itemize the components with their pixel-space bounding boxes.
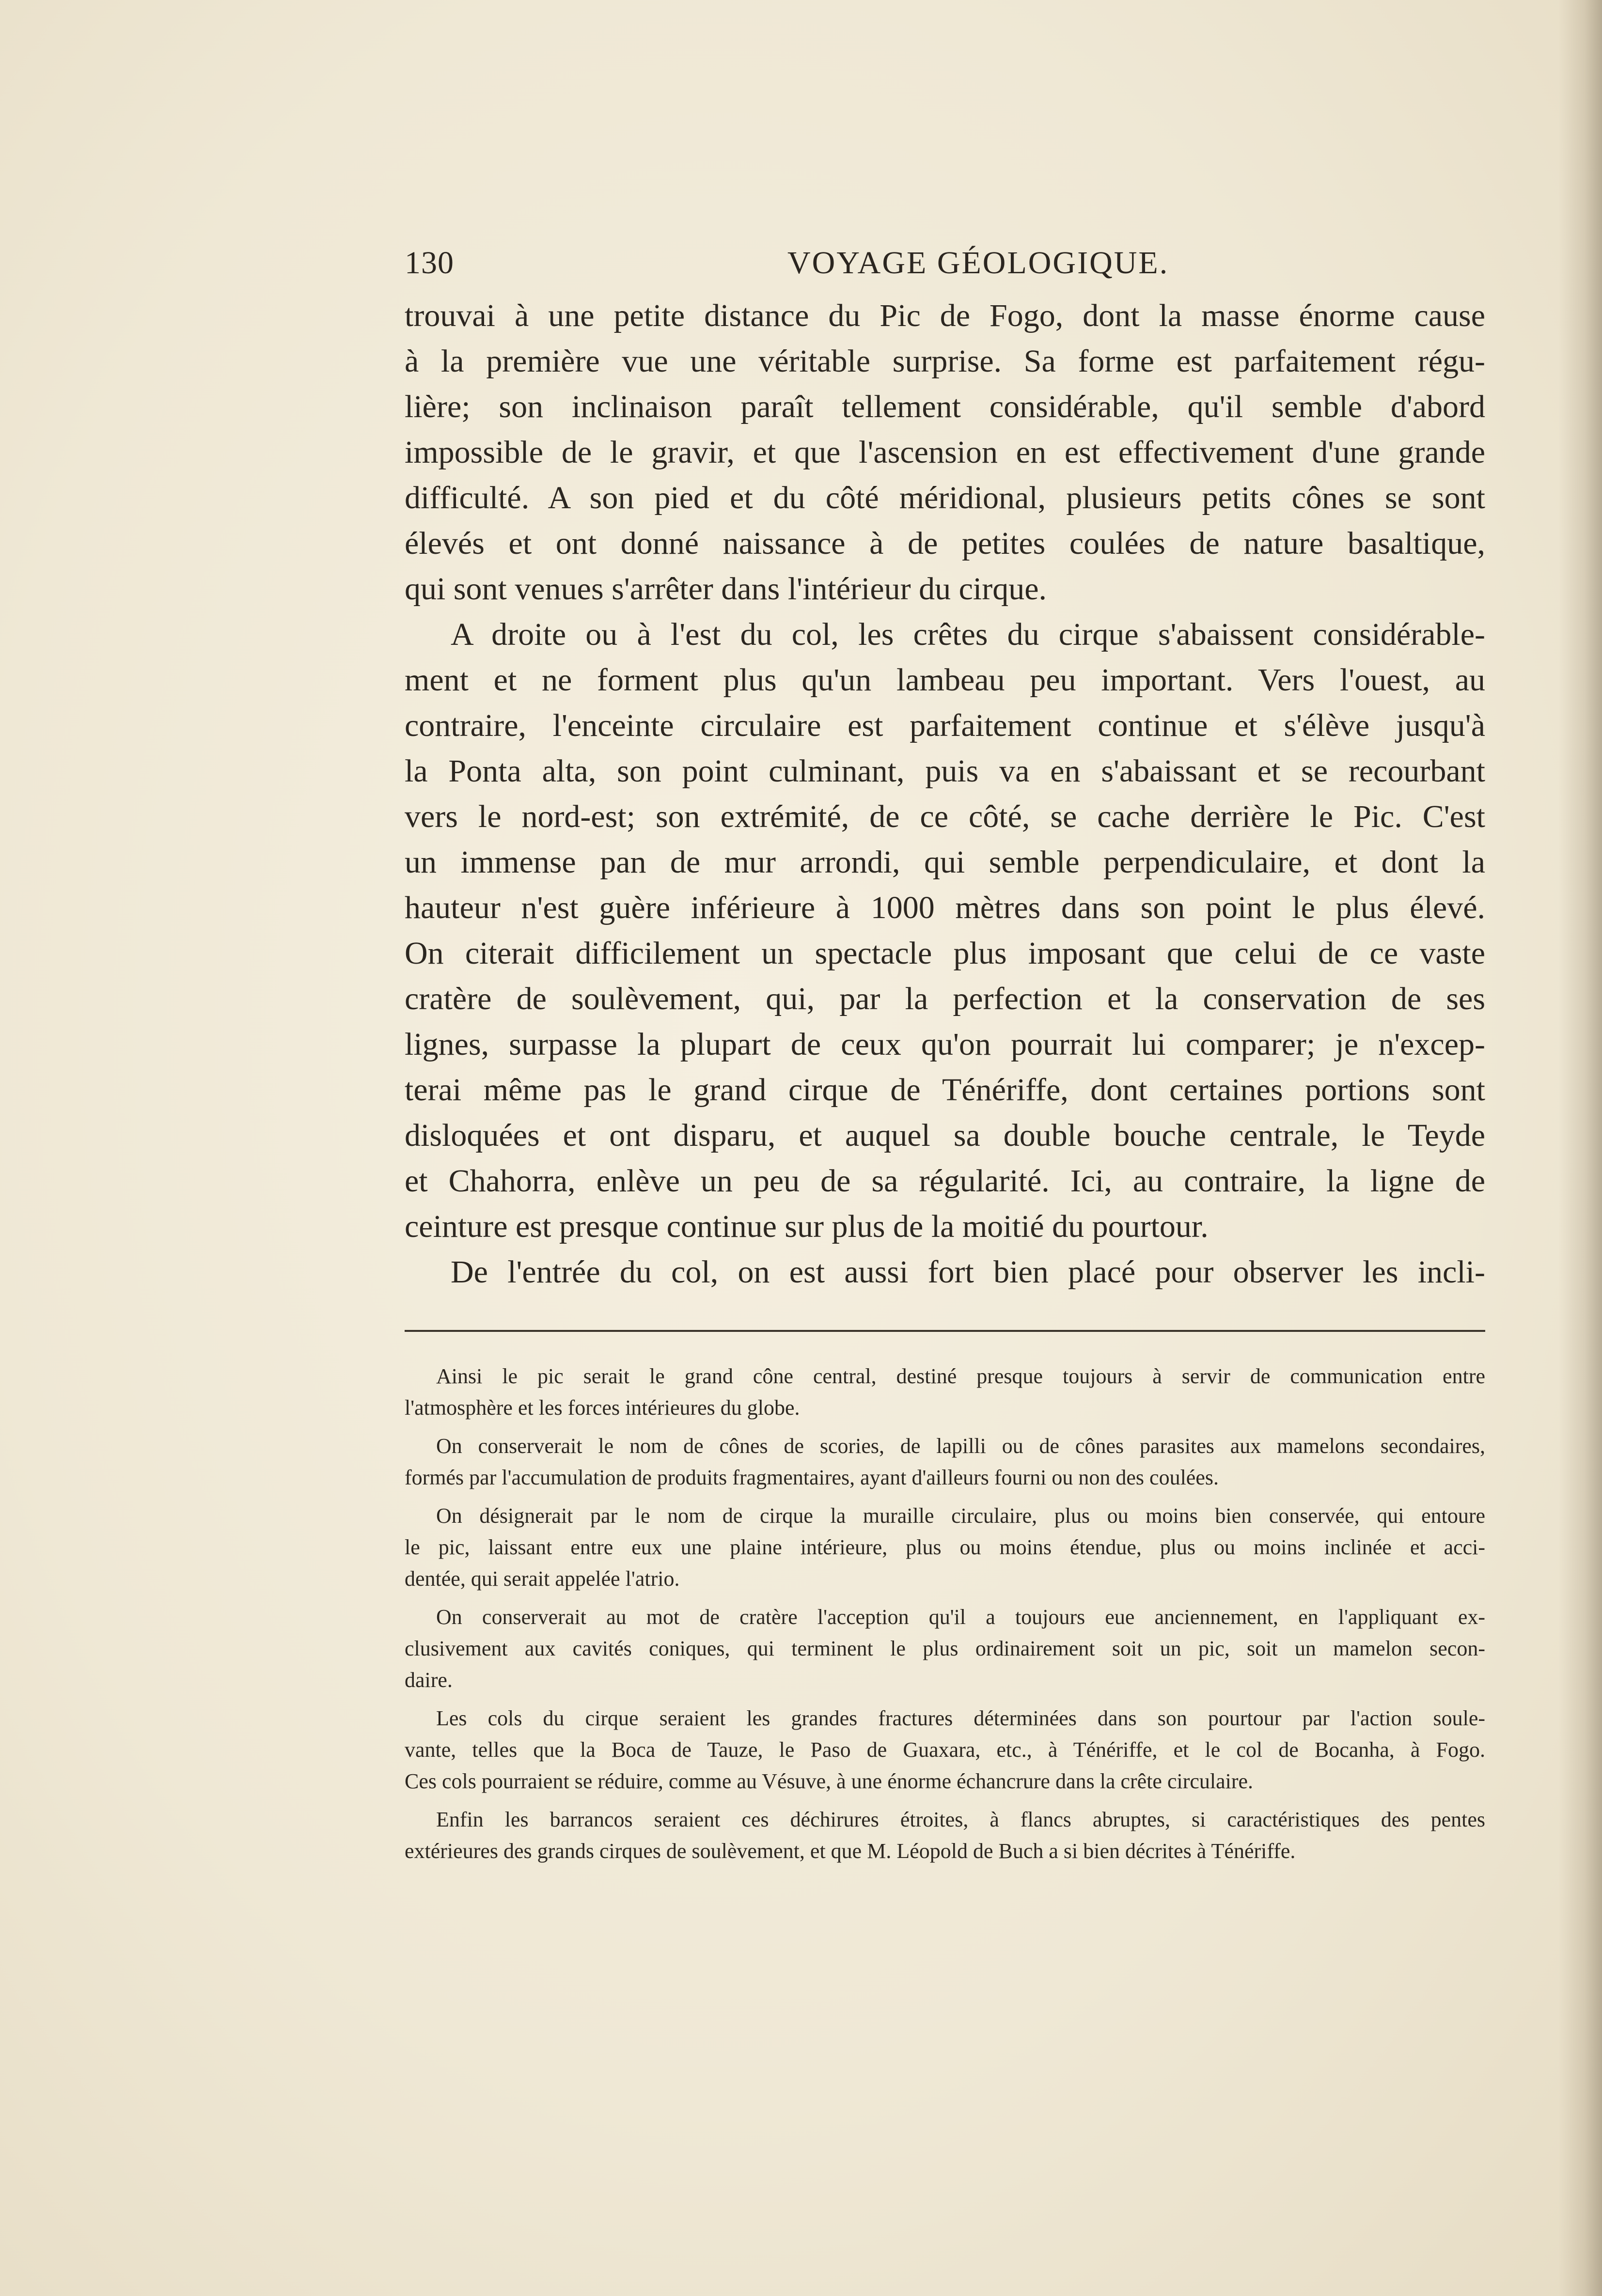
body-line: difficulté. A son pied et du côté méridional, plusieurs petits cônes se sont (405, 480, 1485, 515)
body-line: disloquées et ont disparu, et auquel sa double bouche centrale, le Teyde (405, 1118, 1485, 1153)
footnote-line: l'atmosphère et les forces intérieures du globe. (405, 1396, 800, 1420)
body-line: et Chahorra, enlève un peu de sa régularité. Ici, au contraire, la ligne de (405, 1163, 1485, 1199)
body-line: On citerait difficilement un spectacle plus imposant que celui de ce vaste (405, 936, 1485, 971)
body-line: terai même pas le grand cirque de Ténériffe, dont certaines portions sont (405, 1072, 1485, 1108)
body-line: la Ponta alta, son point culminant, puis va en s'abaissant et se recourbant (405, 753, 1485, 789)
body-line: qui sont venues s'arrêter dans l'intérieur du cirque. (405, 571, 1047, 607)
body-line: ment et ne forment plus qu'un lambeau peu important. Vers l'ouest, au (405, 662, 1485, 698)
body-line: contraire, l'enceinte circulaire est parfaitement continue et s'élève jusqu'à (405, 708, 1485, 743)
footnote-separator (405, 1330, 1485, 1332)
footnote-line: Ainsi le pic serait le grand cône central, destiné presque toujours à servir de communication entre (436, 1364, 1485, 1388)
body-line: cratère de soulèvement, qui, par la perfection et la conservation de ses (405, 981, 1485, 1016)
footnote-line: daire. (405, 1668, 453, 1692)
body-line: impossible de le gravir, et que l'ascension en est effectivement d'une grande (405, 435, 1485, 470)
body-line: un immense pan de mur arrondi, qui semble perpendiculaire, et dont la (405, 844, 1485, 880)
footnote-line: On désignerait par le nom de cirque la muraille circulaire, plus ou moins bien conservée, qui entoure (436, 1504, 1485, 1528)
page-edge-shadow (1558, 0, 1602, 2296)
body-line: trouvai à une petite distance du Pic de Fogo, dont la masse énorme cause (405, 298, 1485, 333)
body-line: élevés et ont donné naissance à de petites coulées de nature basaltique, (405, 526, 1485, 561)
body-line: à la première vue une véritable surprise. Sa forme est parfaitement régu- (405, 344, 1485, 379)
footnote-line: Les cols du cirque seraient les grandes fractures déterminées dans son pourtour par l'action soule- (436, 1706, 1485, 1730)
body-line: De l'entrée du col, on est aussi fort bien placé pour observer les incli- (451, 1254, 1485, 1290)
footnote-line: On conserverait au mot de cratère l'acception qu'il a toujours eue anciennement, en l'appliquant ex- (436, 1605, 1485, 1629)
footnote-line: On conserverait le nom de cônes de scories, de lapilli ou de cônes parasites aux mamelons secondaires, (436, 1434, 1485, 1458)
page-header (405, 245, 1485, 288)
body-line: A droite ou à l'est du col, les crêtes du cirque s'abaissent considérable- (451, 617, 1485, 652)
footnote-line: extérieures des grands cirques de soulèvement, et que M. Léopold de Buch a si bien décrites à Ténériffe. (405, 1839, 1296, 1863)
footnote-line: clusivement aux cavités coniques, qui terminent le plus ordinairement soit un pic, soit un mamelon secon- (405, 1637, 1485, 1660)
body-line: hauteur n'est guère inférieure à 1000 mètres dans son point le plus élevé. (405, 890, 1485, 925)
body-line: lière; son inclinaison paraît tellement considérable, qu'il semble d'abord (405, 389, 1485, 424)
footnote-line: formés par l'accumulation de produits fragmentaires, ayant d'ailleurs fourni ou non des coulées. (405, 1466, 1219, 1489)
footnote-line: dentée, qui serait appelée l'atrio. (405, 1567, 680, 1591)
body-line: vers le nord-est; son extrémité, de ce côté, se cache derrière le Pic. C'est (405, 799, 1485, 834)
body-line: lignes, surpasse la plupart de ceux qu'on pourrait lui comparer; je n'excep- (405, 1027, 1485, 1062)
page-number: 130 (405, 245, 454, 281)
footnote-line: Ces cols pourraient se réduire, comme au Vésuve, à une énorme échancrure dans la crête circulaire. (405, 1769, 1254, 1793)
running-title: VOYAGE GÉOLOGIQUE. (787, 245, 1169, 281)
main-text (405, 293, 1485, 1295)
footnotes (405, 1360, 1485, 1867)
footnote-line: Enfin les barrancos seraient ces déchirures étroites, à flancs abruptes, si caractéristiques des pentes (436, 1808, 1485, 1831)
body-line: ceinture est presque continue sur plus de la moitié du pourtour. (405, 1209, 1209, 1244)
footnote-line: le pic, laissant entre eux une plaine intérieure, plus ou moins étendue, plus ou moins inclinée et acci- (405, 1535, 1485, 1559)
footnote-line: vante, telles que la Boca de Tauze, le Paso de Guaxara, etc., à Ténériffe, et le col de Bocanha, à Fogo. (405, 1738, 1485, 1762)
